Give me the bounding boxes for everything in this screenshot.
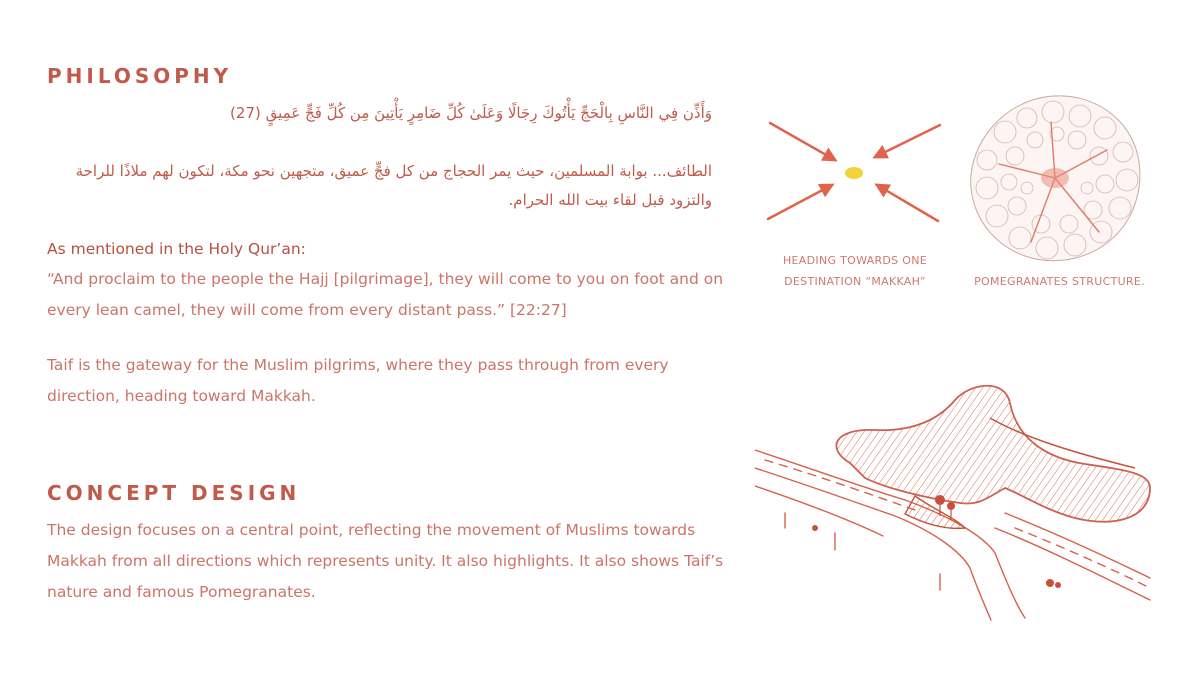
arrow-bottom-right	[877, 185, 938, 221]
quran-verse-arabic: وَأَذِّن فِي النَّاسِ بِالْحَجِّ يَأْتُوكَ رِجَالًا وَعَلَىٰ كُلِّ ضَامِرٍ يَأْتِينَ مِن كُلِّ فَجٍّ عَمِيقٍ (27)	[230, 104, 712, 122]
concept-design-title: CONCEPT DESIGN	[47, 481, 301, 505]
caption-heading-towards: HEADING TOWARDS ONE DESTINATION “MAKKAH”	[782, 254, 928, 288]
converging-arrows-diagram	[760, 115, 950, 230]
arrow-bottom-left	[768, 185, 832, 219]
taif-paragraph: Taif is the gateway for the Muslim pilgrims, where they pass through from every direction, heading toward Makkah.	[47, 356, 669, 405]
concept-design-body: The design focuses on a central point, reflecting the movement of Muslims towards Makkah from all directions which represents unity. It also highlights. It also shows Taif’s nature and famous Pomegranates.	[47, 521, 724, 601]
philosophy-title: PHILOSOPHY	[47, 64, 233, 88]
architectural-concept-sketch	[755, 378, 1155, 623]
makkah-center-dot	[845, 167, 863, 179]
caption-pomegranate: POMEGRANATES STRUCTURE.	[974, 275, 1145, 288]
arrow-top-right	[875, 125, 940, 157]
arrow-top-left	[770, 123, 835, 160]
pomegranate-sketch	[965, 92, 1145, 264]
quran-quote: “And proclaim to the people the Hajj [pilgrimage], they will come to you on foot and on every lean camel, they will come from every distant pass.” [22:27]	[47, 270, 724, 319]
quran-heading: As mentioned in the Holy Qur’an:	[47, 240, 306, 258]
arabic-paragraph: الطائف... بوابة المسلمين، حيث يمر الحجاج من كل فجٍّ عميق، متجهين نحو مكة، لتكون لهم ملاذًا للراحة والتزود قبل لقاء بيت الله الحرام.	[75, 162, 712, 209]
